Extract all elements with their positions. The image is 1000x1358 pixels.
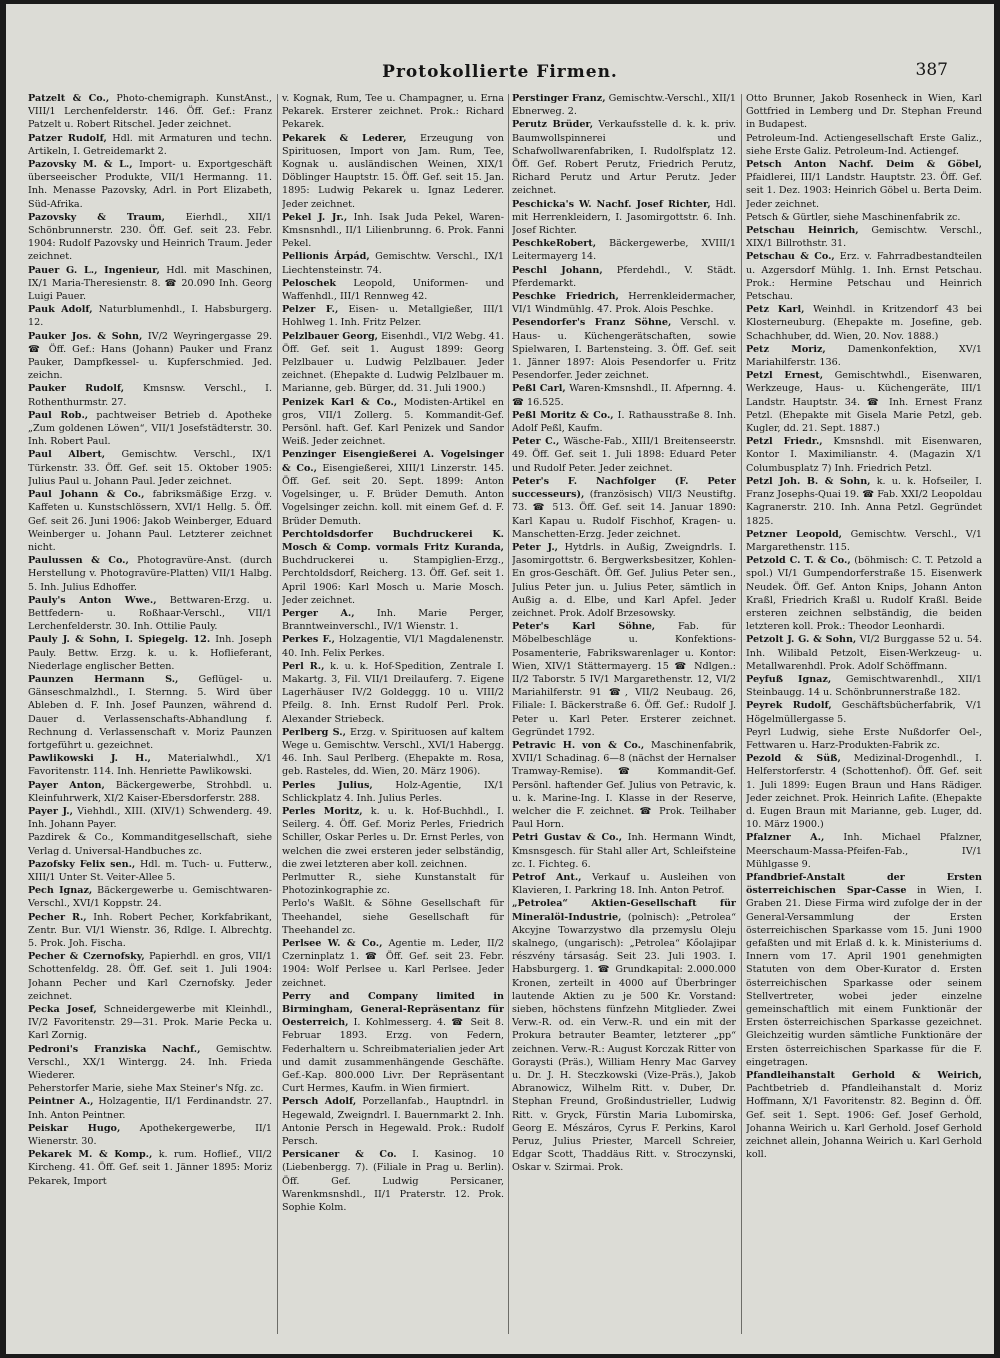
entry-text: Holzagentie, VI/1 Magdalenenstr. 40. Inh. Felix Perkes. (282, 634, 504, 659)
entry-text: pachtweiser Betrieb d. Apotheke „Zum goldenen Löwen“, VII/1 Josefstädterstr. 30. Inh. Robert Paul. (28, 409, 272, 448)
entry-text: I. Rathausstraße 8. Inh. Adolf Peßl, Kaufm. (512, 409, 736, 435)
directory-entry (28, 594, 272, 634)
firm-name: Pelzer F., (282, 304, 339, 316)
entry-text: Inh. Joseph Pauly. Bettw. Erzg. k. u. k. Hoflieferant, Niederlage englischer Betten. (28, 634, 272, 672)
entry-text: IV/2 Weyringergasse 29. ☎ Öff. Gef.: Hans (Johann) Pauker und Franz Pauker, Dampfkessel- u. Kupferschmied. Jed. zeichn. (28, 330, 272, 382)
entry-text: Viehhdl., XIII. (XIV/1) Schwenderg. 49. Inh. Johann Payer. (28, 805, 272, 831)
firm-name: Perchtoldsdorfer Buchdruckerei K. Mosch & Comp. vormals Fritz Kuranda, (282, 528, 504, 553)
entry-text: Inh. Michael Pfalzner, Meerschaum-Massa-Pfeifen-Fab., IV/1 Mühlgasse 9. (746, 832, 982, 870)
firm-name: Pecka Josef, (28, 1004, 97, 1016)
firm-name: Pellionis Árpád, (282, 251, 370, 263)
entry-text: Gemischtw. Verschl., IX/1 Türkenstr. 33. Öff. Gef. seit 15. Oktober 1905: Julius Paul u. Johann Paul. Jeder zeichnet. (28, 449, 272, 487)
directory-entry (512, 739, 736, 831)
firm-name: Petsch Anton Nachf. Deim & Göbel, (746, 159, 982, 171)
firm-name: Patzer Rudolf, (28, 132, 107, 144)
firm-name: Pfandbrief-Anstalt der Ersten österreichischen Spar-Casse (746, 871, 982, 897)
entry-text: (böhmisch: C. T. Petzold a spol.) VI/1 Gumpendorferstraße 15. Eisenwerk Neudek. Öff. Gef. Anton Knips, Johann Anton Kraßl, Friedrich Kraßl u. Rudolf Kraßl. Beide ersteren zeichnen selbständig, die beiden letzteren koll. Prok.: Theodor Leonhardi. (746, 555, 982, 633)
firm-name: Peloschek (282, 277, 337, 289)
firm-name: Petzl Joh. B. & Sohn, (746, 475, 871, 487)
directory-entry (282, 990, 504, 1096)
page-number: 387 (915, 60, 948, 80)
directory-entry (746, 435, 982, 475)
entry-text: Inh. Hermann Windt, Kmsnsgesch. für Stahl aller Art, Schleifsteine zc. I. Fichteg. 6. (512, 832, 736, 870)
directory-entry (282, 528, 504, 607)
firm-name: Perstinger Franz, (512, 93, 606, 104)
directory-entry (746, 224, 982, 250)
directory-entry (512, 237, 736, 263)
directory-entry (746, 831, 982, 871)
entry-text: I. Kohlmesserg. 4. ☎ Seit 8. Februar 1893. Erzg. von Federn, Federhaltern u. Schreibmaterialien jeder Art und damit zusammenhängende Geschäfte. Gef.-Kap. 800.000 Livr. Der Repräsentant Curt Hermes, Kaufm. in Wien firmiert. (282, 1017, 504, 1095)
firm-name: „Petrolea“ Aktien-Gesellschaft für Mineralöl-Industrie, (512, 898, 736, 923)
directory-entry (28, 805, 272, 831)
entry-text: Damenkonfektion, XV/1 Mariahilferstr. 136. (746, 343, 982, 369)
firm-name: Perles Julius, (282, 779, 373, 791)
directory-entry (28, 92, 272, 132)
directory-entry (746, 528, 982, 554)
directory-entry (282, 937, 504, 990)
firm-name: Perl R., (282, 660, 325, 672)
firm-name: Patzelt & Co., (28, 93, 110, 104)
directory-page (6, 4, 994, 1354)
firm-name: Persicaner & Co. (282, 1149, 397, 1161)
entry-text: Materialwhdl., X/1 Favoritenstr. 114. Inh. Henriette Pawlikowski. (28, 753, 272, 778)
directory-entry (282, 726, 504, 779)
directory-entry (28, 554, 272, 594)
firm-name: Petzold C. T. & Co., (746, 555, 851, 567)
entry-text: Waren-Kmsnshdl., II. Afpernng. 4. ☎ 16.525. (512, 383, 736, 408)
directory-entry (282, 1095, 504, 1148)
firm-name: Petzner Leopold, (746, 528, 843, 540)
directory-entry (28, 779, 272, 805)
entry-text: k. u. k. Hof-Spedition, Zentrale I. Makartg. 3, Fil. VII/1 Dreilauferg. 7. Eigene Lagerhäuser IV/2 Goldeggg. 10 u. VIII/2 Pfeilg. 8. Inh. Ernst Rudolf Perl. Prok. Alexander Striebeck. (282, 660, 504, 725)
directory-entry (28, 382, 272, 408)
directory-entry (282, 897, 504, 937)
entry-text: Inh. Robert Pecher, Korkfabrikant, Zentr. Bur. VI/1 Wienstr. 36, Rdlge. I. Albrechtg. 5. Prok. Joh. Fischa. (28, 911, 272, 949)
entry-text: Maschinenfabrik, XVII/1 Schadinag. 6—8 (nächst der Hernalser Tramway-Remise). ☎ Kommandit-Gef. Persönl. haftender Gef. Julius von Petravic, k. u. k. Marine-Ing. I. Klasse in der Reserve, welcher die F. zeichnet. ☎ Prok. Teilhaber Paul Horn. (512, 739, 736, 831)
firm-name: Penizek Karl & Co., (282, 396, 398, 408)
directory-entry (512, 475, 736, 541)
entry-text: Pazdirek & Co., Kommanditgesellschaft, siehe Verlag d. Universal-Handbuches zc. (28, 832, 272, 857)
firm-name: Petzl Ernest, (746, 370, 824, 382)
column-divider (508, 94, 509, 1334)
entry-text: Eierhdl., XII/1 Schönbrunnerstr. 230. Öff. Gef. seit 23. Febr. 1904: Rudolf Pazovsky und Heinrich Traum. Jeder zeichnet. (28, 211, 272, 263)
directory-entry (282, 1148, 504, 1214)
text-column-3 (512, 92, 736, 1350)
entry-text: Hdl. mit Maschinen, IX/1 Maria-Theresienstr. 8. ☎ 20.090 Inh. Georg Luigi Pauer. (28, 264, 272, 303)
directory-entry (28, 950, 272, 1003)
entry-text: Pferdehdl., V. Städt. Pferdemarkt. (512, 264, 736, 289)
firm-name: Petschau & Co., (746, 251, 835, 263)
directory-entry (28, 752, 272, 778)
firm-name: Peschicka's W. Nachf. Josef Richter, (512, 198, 711, 210)
firm-name: Pauker Rudolf, (28, 383, 125, 395)
firm-name: Pazovsky & Traum, (28, 211, 166, 223)
firm-name: Peiskar Hugo, (28, 1122, 121, 1134)
entry-text: Buchdruckerei u. Stampiglien-Erzg., Perchtoldsdorf, Reicherg. 13. Öff. Gef. seit 1. April 1906: Karl Mosch u. Marie Mosch. Jeder zeichnet. (282, 555, 504, 606)
firm-name: Pazovsky M. & L., (28, 159, 133, 171)
directory-entry (512, 118, 736, 197)
entry-text: Peyrl Ludwig, siehe Erste Nußdorfer Oel-, Fettwaren u. Harz-Produkten-Fabrik zc. (746, 726, 982, 751)
directory-entry (746, 369, 982, 435)
directory-entry (282, 250, 504, 276)
entry-text: (französisch) VII/3 Neustiftg. 73. ☎ 513. Öff. Gef. seit 14. Januar 1890: Karl Kapau u. Rudolf Fischhof, Kragen- u. Manschetten-Erzg. Jeder zeichnet. (512, 489, 736, 540)
directory-entry (282, 448, 504, 527)
firm-name: Peßl Carl, (512, 383, 566, 395)
entry-text: Naturblumenhdl., I. Habsburgerg. 12. (28, 304, 272, 329)
directory-entry (746, 303, 982, 343)
directory-entry (28, 1148, 272, 1188)
firm-name: Perger A., (282, 607, 355, 619)
firm-name: PeschkeRobert, (512, 238, 597, 250)
directory-entry (28, 911, 272, 951)
entry-text: Wäsche-Fab., XIII/1 Breitenseerstr. 49. Öff. Gef. seit 1. Juli 1898: Eduard Peter und Rudolf Peter. Jeder zeichnet. (512, 436, 736, 474)
entry-text: Bäckergewerbe, XVIII/1 Leitermayerg 14. (512, 238, 736, 263)
firm-name: Peter J., (512, 541, 559, 553)
directory-entry (512, 831, 736, 871)
firm-name: Perles Moritz, (282, 805, 363, 817)
directory-entry (28, 211, 272, 264)
entry-text: Hdl. mit Armaturen und techn. Artikeln, I. Getreidemarkt 2. (28, 132, 272, 157)
firm-name: Perry and Company limited in Birmingham, General-Repräsentanz für Oesterreich, (282, 990, 504, 1029)
firm-name: Pech Ignaz, (28, 885, 93, 897)
entry-text: Eisen- u. Metallgießer, III/1 Hohlweg 1. Inh. Fritz Pelzer. (282, 304, 504, 329)
entry-text: Perlmutter R., siehe Kunstanstalt für Photozinkographie zc. (282, 871, 504, 897)
firm-name: Pezold & Süß, (746, 753, 841, 765)
firm-name: Perlberg S., (282, 726, 346, 738)
directory-entry (512, 92, 736, 118)
directory-entry (512, 435, 736, 475)
directory-entry (28, 303, 272, 329)
directory-entry (282, 660, 504, 726)
entry-text: Holz-Agentie, IX/1 Schlickplatz 4. Inh. Julius Perles. (282, 779, 504, 804)
directory-entry (512, 541, 736, 620)
entry-text: Leopold, Uniformen- und Waffenhdl., III/1 Rennweg 42. (282, 277, 504, 303)
entry-text: Hdl. m. Tuch- u. Futterw., XIII/1 Unter St. Veiter-Allee 5. (28, 858, 272, 883)
directory-entry (282, 805, 504, 871)
directory-entry (282, 211, 504, 251)
firm-name: Pauer G. L., Ingenieur, (28, 264, 160, 276)
entry-text: Gemischtw. Verschl., XIX/1 Billrothstr. 31. (746, 225, 982, 250)
entry-text: Gemischtw. Verschl., V/1 Margarethenstr. 115. (746, 528, 982, 553)
entry-text: Weinhdl. in Kritzendorf 43 bei Klosterneuburg. (Ehepakte m. Josefine, geb. Schachhuber, dd. Wien, 20. Nov. 1888.) (746, 304, 982, 342)
firm-name: Peschke Friedrich, (512, 291, 619, 303)
entry-text: Eisenhdl., VI/2 Webg. 41. Öff. Gef. seit 1. August 1899: Georg Pelzlbauer u. Ludwig Pelzlbauer. Jeder zeichnet. (Ehepakte d. Ludwig Pelzlbauer m. Marianne, geb. Bürger, dd. 31. Juli 1900.) (282, 330, 504, 395)
directory-entry (28, 1043, 272, 1083)
directory-entry (28, 448, 272, 488)
entry-text: in Wien, I. Graben 21. Diese Firma wird zufolge der in der General-Versammlung der Ersten österreichischen Sparkasse vom 15. Juni 1900 gefaßten und mit Erlaß d. k. k. Ministeriums d. Innern vom 17. April 1901 genehmigten Statuten von dem Ober-Kurator d. Ersten österreichischen Sparkasse oder seinem Stellvertreter, wobei jeder einzelne gemeinschaftlich mit einem Funktionär der Ersten österreichischen Sparkasse gezeichnet. Gleichzeitig wurden sämtliche Funktionäre der Ersten österreichischen Sparkasse für die F. eingetragen. (746, 885, 982, 1068)
directory-entry (282, 277, 504, 303)
firm-name: Pauly's Anton Wwe., (28, 594, 157, 606)
firm-name: Perlsee W. & Co., (282, 938, 383, 949)
directory-entry (28, 330, 272, 383)
text-column-2 (282, 92, 504, 1350)
entry-text: Verkauf u. Ausleihen von Klavieren, I. Parkring 18. Inh. Anton Petrof. (512, 871, 736, 897)
entry-text: Photogravüre-Anst. (durch Herstellung v. Photogravüre-Platten) VII/1 Halbg. 5. Inh. Julius Edhoffer. (28, 555, 272, 593)
directory-entry (512, 382, 736, 408)
firm-name: Pecher & Czernofsky, (28, 951, 145, 963)
entry-text: Fab. für Möbelbeschläge u. Konfektions-Posamenterie, Fabrikswarenlager u. Kontor: Wien, XIV/1 Stättermayerg. 15 ☎ Ndlgen.: II/2 Taborstr. 5 IV/1 Margarethenstr. 12, VI/2 Mariahilferstr. 91 ☎, VII/2 Neubaug. 26, Filiale: I. Bäckerstraße 6. Öff. Gef.: Rudolf J. Peter u. Karl Peter. Ersterer zeichnet. Gegründet 1792. (512, 621, 736, 738)
entry-text: Inh. Marie Perger, Branntweinverschl., IV/1 Wienstr. 1. (282, 607, 504, 633)
firm-name: Pekarek M. & Komp., (28, 1149, 153, 1161)
firm-name: Paulussen & Co., (28, 555, 129, 567)
entry-text: k. u. k. Hof-Buchhdl., I. Seilerg. 4. Öff. Gef. Moriz Perles, Friedrich Schiller, Oskar Perles u. Dr. Ernst Perles, von welchen die zwei ersteren jeder selbständig, die zwei letzteren aber koll. zeichnen. (282, 805, 504, 870)
entry-text: I. Kasinog. 10 (Liebenbergg. 7). (Filiale in Prag u. Berlin). Öff. Gef. Ludwig Persicaner, Warenkmsnshdl., II/1 Praterstr. 12. Prok. Sophie Kolm. (282, 1149, 504, 1214)
entry-text: Photo-chemigraph. KunstAnst., VIII/1 Lerchenfelderstr. 146. Öff. Gef.: Franz Patzelt u. Robert Ritschel. Jeder zeichnet. (28, 93, 272, 131)
directory-entry (28, 264, 272, 304)
entry-text: Medizinal-Drogenhdl., I. Helferstorferstr. 4 (Schottenhof). Öff. Gef. seit 1. Juli 1899: Eugen Braun und Hans Rädiger. Jeder zeichnet. Prok. Heinrich Lafite. (Ehepakte d. Eugen Braun mit Marianne, geb. Luger, dd. 10. März 1900.) (746, 753, 982, 831)
firm-name: Paunzen Hermann S., (28, 673, 179, 685)
entry-text: Holzagentie, II/1 Ferdinandstr. 27. Inh. Anton Peintner. (28, 1096, 272, 1121)
entry-text: Geflügel- u. Gänseschmalzhdl., I. Sternng. 5. Wird über Ableben d. F. Inh. Josef Paunzen, während d. Dauer d. Verlassenschafts-Abhandlung f. Rechnung d. Verlassenschaft v. Moriz Paunzen fortgeführt u. gezeichnet. (28, 673, 272, 751)
directory-entry (512, 871, 736, 897)
directory-entry (28, 673, 272, 752)
entry-text: Kmsnsw. Verschl., I. Rothenthurmstr. 27. (28, 383, 272, 408)
firm-name: Penzinger Eisengießerei A. Vogelsinger & Co., (282, 449, 504, 474)
directory-entry (28, 858, 272, 884)
firm-name: Petrof Ant., (512, 871, 582, 883)
firm-name: Peter's F. Nachfolger (F. Peter successeurs), (512, 475, 736, 501)
entry-text: fabriksmäßige Erzg. v. Kaffeten u. Kunstschlössern, XVI/1 Hellg. 5. Öff. Gef. seit 26. Juni 1906: Jakob Weinberger, Eduard Weinberger u. Johann Paul. Letzterer zeichnet nicht. (28, 489, 272, 553)
text-column-1 (28, 92, 272, 1350)
directory-entry (746, 752, 982, 831)
firm-name: Payer J., (28, 805, 73, 817)
directory-entry (512, 316, 736, 382)
directory-entry (282, 330, 504, 396)
directory-entry (746, 633, 982, 673)
firm-name: Peßl Moritz & Co., (512, 409, 614, 421)
firm-name: Peyrek Rudolf, (746, 700, 832, 712)
entry-text: Kmsnshdl. mit Eisenwaren, Kontor I. Maximilianstr. 4. (Magazin X/1 Columbusplatz 7) Inh. Friedrich Petzl. (746, 436, 982, 474)
entry-text: Petroleum-Ind. Actiengesellschaft Erste Galiz., siehe Erste Galiz. Petroleum-Ind. Actiengef. (746, 132, 982, 157)
firm-name: Pfalzner A., (746, 832, 825, 844)
entry-text: Otto Brunner, Jakob Rosenheck in Wien, Karl Gottfried in Lemberg und Dr. Stephan Freund in Budapest. (746, 93, 982, 131)
directory-entry (28, 488, 272, 554)
entry-text: Schneidergewerbe mit Kleinhdl., IV/2 Favoritenstr. 29—31. Prok. Marie Pecka u. Karl Zornig. (28, 1004, 272, 1042)
directory-entry (746, 1069, 982, 1161)
entry-text: Verschl. v. Haus- u. Küchengerätschaften, sowie Spielwaren, I. Bartensteing. 3. Öff. Gef. seit 1. Jänner 1897: Alois Pesendorfer u. Fritz Pesendorfer. Jeder zeichnet. (512, 317, 736, 382)
firm-name: Pauly J. & Sohn, I. Spiegelg. 12. (28, 634, 211, 646)
directory-entry (282, 779, 504, 805)
directory-entry (282, 132, 504, 211)
column-divider (741, 94, 742, 1334)
directory-entry (746, 158, 982, 211)
directory-entry (282, 303, 504, 329)
firm-name: Peyfuß Ignaz, (746, 673, 832, 685)
entry-text: Gemischtwarenhdl., XII/1 Steinbaugg. 14 u. Schönbrunnerstraße 182. (746, 673, 982, 699)
entry-text: Geschäftsbücherfabrik, V/1 Högelmüllergasse 5. (746, 700, 982, 725)
directory-entry (746, 132, 982, 158)
firm-name: Paul Rob., (28, 409, 89, 421)
firm-name: Petz Karl, (746, 304, 805, 316)
firm-name: Pelzlbauer Georg, (282, 330, 379, 342)
entry-text: Herrenkleidermacher, VI/1 Windmühlg. 47. Prok. Alois Peschke. (512, 291, 736, 316)
firm-name: Petri Gustav & Co., (512, 832, 623, 844)
entry-text: Hdl. mit Herrenkleidern, I. Jasomirgottstr. 6. Inh. Josef Richter. (512, 198, 736, 237)
entry-text: Gemischtw.-Verschl., XII/1 Ebnerweg. 2. (512, 93, 736, 118)
page-title: Protokollierte Firmen. (382, 62, 618, 82)
firm-name: Pesendorfer's Franz Söhne, (512, 317, 672, 329)
directory-entry (282, 607, 504, 633)
directory-entry (746, 871, 982, 1069)
entry-text: v. Kognak, Rum, Tee u. Champagner, u. Erna Pekarek. Ersterer zeichnet. Prok.: Richard Pekarek. (282, 93, 504, 131)
entry-text: Hytdrls. in Außig, Zweigndrls. I. Jasomirgottstr. 6. Bergwerksbesitzer, Kohlen-En gros-Geschäft. Öff. Gef. Julius Peter sen., Julius Peter jun. u. Julius Peter, sämtlich in Außig a. d. Elbe, und Karl Apfel. Jeder zeichnet. Prok. Adolf Brzesowsky. (512, 541, 736, 619)
directory-entry (512, 897, 736, 1174)
directory-entry (746, 250, 982, 303)
firm-name: Petravic H. von & Co., (512, 739, 645, 751)
directory-entry (28, 1122, 272, 1148)
directory-entry (28, 633, 272, 673)
directory-entry (746, 699, 982, 725)
directory-entry (282, 633, 504, 659)
entry-text: Papierhdl. en gros, VII/1 Schottenfeldg. 28. Öff. Gef. seit 1. Juli 1904: Johann Pecher und Karl Czernofsky. Jeder zeichnet. (28, 951, 272, 1002)
entry-text: Apothekergewerbe, II/1 Wienerstr. 30. (28, 1122, 272, 1148)
directory-entry (28, 884, 272, 910)
entry-text: Bettwaren-Erzg. u. Bettfedern- u. Roßhaar-Verschl., VII/1 Lerchenfelderstr. 30. Inh. Ottilie Pauly. (28, 594, 272, 633)
firm-name: Paul Albert, (28, 449, 106, 461)
entry-text: Agentie m. Leder, II/2 Czerninplatz 1. ☎ Öff. Gef. seit 23. Febr. 1904: Wolf Perlsee u. Karl Perlsee. Jeder zeichnet. (282, 938, 504, 989)
directory-entry (28, 831, 272, 857)
entry-text: Bäckergewerbe u. Gemischtwaren-Verschl., XVI/1 Koppstr. 24. (28, 885, 272, 910)
firm-name: Perutz Brüder, (512, 119, 594, 131)
entry-text: Perlo's Waßlt. & Söhne Gesellschaft für Theehandel, siehe Gesellschaft für Theehandel zc. (282, 898, 504, 936)
directory-entry (512, 409, 736, 435)
firm-name: Petschau Heinrich, (746, 225, 859, 237)
firm-name: Petzl Friedr., (746, 436, 823, 448)
directory-entry (512, 290, 736, 316)
firm-name: Pawlikowski J. H., (28, 753, 151, 765)
entry-text: Erz. v. Fahrradbestandteilen u. Azgersdorf Mühlg. 1. Inh. Ernst Petschau. Prok.: Hermine Petschau und Heinrich Petschau. (746, 251, 982, 303)
directory-entry (746, 343, 982, 369)
directory-entry (746, 673, 982, 699)
entry-text: k. rum. Hoflief., VII/2 Kircheng. 41. Öff. Gef. seit 1. Jänner 1895: Moriz Pekarek, Import (28, 1149, 272, 1187)
firm-name: Payer Anton, (28, 779, 105, 791)
firm-name: Persch Adolf, (282, 1096, 357, 1108)
firm-name: Pecher R., (28, 911, 87, 923)
directory-entry (28, 1003, 272, 1043)
firm-name: Peter C., (512, 436, 560, 448)
entry-text: Inh. Isak Juda Pekel, Waren-Kmsnsnhdl., II/1 Lilienbrunng. 6. Prok. Fanni Pekel. (282, 211, 504, 250)
entry-text: Pfaidlerei, III/1 Landstr. Hauptstr. 23. Öff. Gef. seit 1. Dez. 1903: Heinrich Göbel u. Berta Deim. Jeder zeichnet. (746, 172, 982, 210)
entry-text: VI/2 Burggasse 52 u. 54. Inh. Wilibald Petzolt, Eisen-Werkzeug- u. Metallwarenhdl. Prok. Adolf Schöffmann. (746, 634, 982, 672)
entry-text: Bäckergewerbe, Strohbdl. u. Kleinfuhrwerk, XI/2 Kaiser-Ebersdorferstr. 288. (28, 779, 272, 804)
firm-name: Peintner A., (28, 1096, 94, 1108)
firm-name: Paul Johann & Co., (28, 489, 145, 501)
directory-entry (28, 132, 272, 158)
entry-text: Erzg. v. Spirituosen auf kaltem Wege u. Gemischtw. Verschl., XVI/1 Habergg. 46. Inh. Saul Perlberg. (Ehepakte m. Rosa, geb. Rasteles, dd. Wien, 20. März 1906). (282, 726, 504, 778)
entry-text: Verkaufsstelle d. k. k. priv. Baumwollspinnerei und Schafwollwarenfabriken, I. Rudolfsplatz 12. Öff. Gef. Robert Perutz, Friedrich Perutz, Richard Perutz und Artur Perutz. Jeder zeichnet. (512, 119, 736, 197)
entry-text: k. u. k. Hofseiler, I. Franz Josephs-Quai 19. ☎ Fab. XXI/2 Leopoldau Kagranerstr. 210. Inh. Anna Petzl. Gegründet 1825. (746, 475, 982, 527)
directory-entry (746, 92, 982, 132)
directory-entry (746, 726, 982, 752)
directory-entry (28, 409, 272, 449)
directory-entry (282, 871, 504, 897)
firm-name: Peter's Karl Söhne, (512, 621, 656, 633)
entry-text: Erzeugung von Spirituosen, Import von Jam. Rum, Tee, Kognak u. ausländischen Weinen, XIX/1 Döblinger Hauptstr. 15. Öff. Gef. seit 15. Jan. 1895: Ludwig Pekarek u. Ignaz Lederer. Jeder zeichnet. (282, 132, 504, 210)
entry-text: (polnisch): „Petrolea“ Akcyjne Towarzystwo dla przemyslu Oleju skalnego, (ungarisch): „Petrolea“ Kőolajipar részvény társaság. Seit 23. Juli 1903. I. Habsburgerg. 1. ☎ Grundkapital: 2.000.000 Kronen, zerteilt in 4000 auf Überbringer lautende Aktien zu je 500 Kr. Vorstand: sieben, höchstens fünfzehn Mitglieder. Zwei Verw.-R. od. ein Verw.-R. und ein mit der Prokura betrauter Beamter, letzterer „pp“ zeichnen. Verw.-R.: August Korczak Ritter von Goraysti (Präs.), William Henry Mac Garvey u. Dr. J. H. Steczkowski (Vize-Präs.), Jakob Abranowicz, Wilhelm Ritt. v. Duber, Dr. Stephan Freund, Großindustrieller, Ludwig Ritt. v. Gryck, Fürstin Maria Lubomirska, Georg E. Mészáros, Cyrus F. Perkins, Karol Peruz, Julius Priester, Marcell Schreier, Edgar Scott, Thaddäus Ritt. v. Stroczynski, Oskar v. Szirmai. Prok. (512, 911, 736, 1174)
directory-entry (512, 620, 736, 739)
directory-entry (746, 554, 982, 633)
running-header (6, 60, 994, 90)
column-divider (277, 94, 278, 1334)
entry-text: Gemischtw. Verschl., XX/1 Wintergg. 24. Inh. Frieda Wiederer. (28, 1043, 272, 1082)
entry-text: Eisengießerei, XIII/1 Linzerstr. 145. Öff. Gef. seit 20. Sept. 1899: Anton Vogelsinger, u. F. Brüder Demuth. Anton Vogelsinger zeichn. koll. mit einem Gef. d. F. Brüder Demuth. (282, 462, 504, 527)
firm-name: Pekel J. Jr., (282, 211, 348, 223)
directory-entry (28, 1082, 272, 1095)
firm-name: Perkes F., (282, 634, 335, 646)
directory-entry (28, 158, 272, 211)
directory-entry (512, 198, 736, 238)
entry-text: Gemischtwhdl., Eisenwaren, Werkzeuge, Haus- u. Küchengeräte, III/1 Landstr. Hauptstr. 34. ☎ Inh. Ernest Franz Petzl. (Ehepakte mit Gisela Marie Petzl, geb. Kugler, dd. 21. Sept. 1887.) (746, 370, 982, 435)
firm-name: Petz Moriz, (746, 343, 826, 355)
entry-text: Pachtbetrieb d. Pfandleihanstalt d. Moriz Hoffmann, X/1 Favoritenstr. 82. Beginn d. Öff. Gef. seit 1. Sept. 1906: Gef. Josef Gerhold, Johanna Weirich u. Karl Gerhold. Josef Gerhold zeichnet allein, Johanna Weirich u. Karl Gerhold koll. (746, 1083, 982, 1161)
firm-name: Pedroni's Franziska Nachf., (28, 1043, 201, 1055)
firm-name: Pazofsky Felix sen., (28, 858, 136, 870)
entry-text: Gemischtw. Verschl., IX/1 Liechtensteinstr. 74. (282, 251, 504, 276)
directory-entry (512, 264, 736, 290)
directory-entry (746, 211, 982, 224)
firm-name: Pauk Adolf, (28, 304, 93, 316)
firm-name: Pauker Jos. & Sohn, (28, 330, 143, 342)
firm-name: Pekarek & Lederer, (282, 132, 407, 144)
entry-text: Import- u. Exportgeschäft überseeischer Produkte, VII/1 Hermanng. 11. Inh. Menasse Pazovsky, Adrl. in Port Elizabeth, Süd-Afrika. (28, 159, 272, 210)
firm-name: Petzolt J. G. & Sohn, (746, 634, 857, 646)
text-column-4 (746, 92, 982, 1350)
entry-text: Modisten-Artikel en gros, VII/1 Zollerg. 5. Kommandit-Gef. Persönl. haft. Gef. Karl Penizek und Sandor Weiß. Jeder zeichnet. (282, 396, 504, 448)
entry-text: Porzellanfab., Hauptndrl. in Hegewald, Zweigndrl. I. Bauernmarkt 2. Inh. Antonie Persch in Hegewald. Prok.: Rudolf Persch. (282, 1096, 504, 1148)
entry-text: Peherstorfer Marie, siehe Max Steiner's Nfg. zc. (28, 1083, 264, 1095)
firm-name: Peschl Johann, (512, 264, 603, 276)
entry-text: Petsch & Gürtler, siehe Maschinenfabrik zc. (746, 211, 961, 223)
directory-entry (28, 1095, 272, 1121)
directory-entry (282, 92, 504, 132)
directory-entry (746, 475, 982, 528)
firm-name: Pfandleihanstalt Gerhold & Weirich, (746, 1070, 982, 1082)
directory-entry (282, 396, 504, 449)
